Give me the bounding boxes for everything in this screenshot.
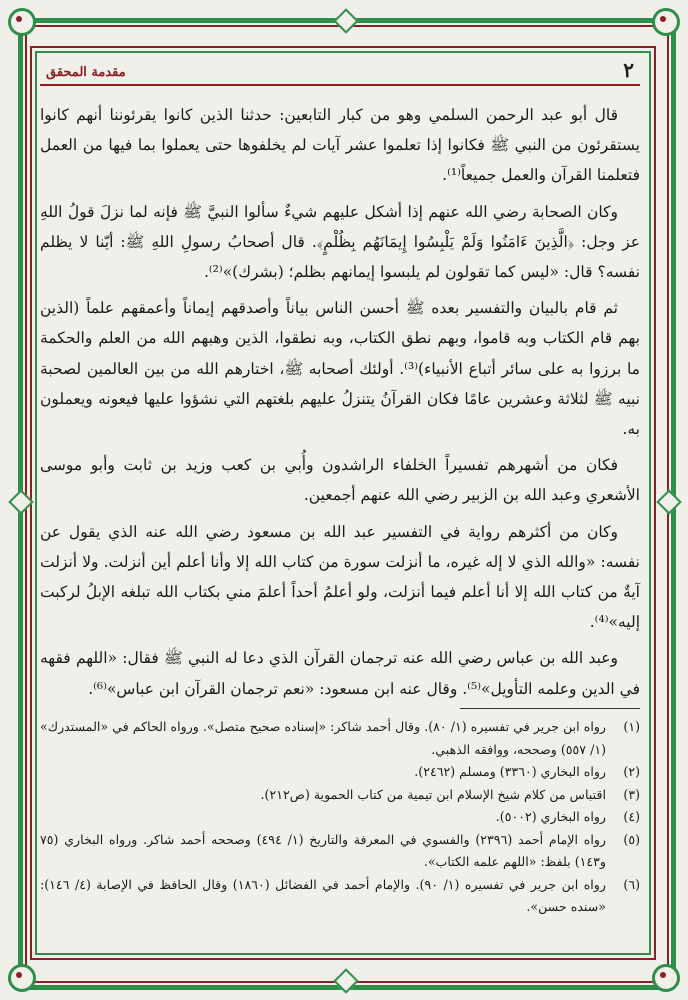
footnote-number: (٥) [623,831,640,847]
paragraph: فكان من أشهرهم تفسيراً الخلفاء الراشدون وأُبي بن كعب وزيد بن ثابت وأبو موسى الأشعري وعبد الله بن الزبير رضي الله عنهم أجمعين. [40,456,640,505]
footnote [40,829,640,874]
footnote-number: (٦) [623,876,640,892]
main-text [40,100,640,710]
footnote-separator [460,708,640,709]
corner-ornament-icon [652,8,680,36]
footnote [40,716,640,761]
page-number: ٢ [623,58,634,82]
page-header [40,50,640,86]
corner-ornament-icon [8,8,36,36]
paragraph: قال أبو عبد الرحمن السلمي وهو من كبار التابعين: حدثنا الذين كانوا يقرئوننا أنهم كانوا يستقرئون من النبي ﷺ فكانوا إذا تعلموا عشر آيات لم يخلفوها حتى يعملوا بما فيها من العمل فتعلمنا القرآن والعمل جميعاً⁽¹⁾. [40,106,640,185]
footnote-text: رواه البخاري (٣٣٦٠) ومسلم (٢٤٦٢). [414,764,606,779]
paragraph: وكان الصحابة رضي الله عنهم إذا أشكل عليهم شيءٌ سألوا النبيَّ ﷺ فإنه لما نزلَ قولُ اللهِ عز وجل: ﴿الَّذِينَ ءَامَنُوا وَلَمْ يَلْبِسُوا إِيمَانَهُم بِظُلْمٍ﴾. قال أصحابُ رسولِ اللهِ ﷺ: أيّنا لا يظلم نفسه؟ قال: «ليس كما تقولون لم يلبسوا إيمانهم بظلم؛ (بشرك)»⁽²⁾. [40,202,640,282]
corner-ornament-icon [652,964,680,992]
footnote-text: رواه ابن جرير في تفسيره (١/ ٩٠). والإمام أحمد في الفضائل (١٨٦٠) وقال الحافظ في الإصابة (٤/ ١٤٦): «سنده حسن». [40,876,606,914]
footnote-number: (١) [623,719,640,734]
running-head: مقدمة المحقق [46,65,126,80]
paragraph: وعبد الله بن عباس رضي الله عنه ترجمان القرآن الذي دعا له النبي ﷺ فقال: «اللهم فقهه في الدين وعلمه التأويل»⁽⁵⁾. وقال عنه ابن مسعود: «نعم ترجمان القرآن ابن عباس»⁽⁶⁾. [40,649,640,698]
footnote-text: اقتباس من كلام شيخ الإسلام ابن تيمية من كتاب الحموية (ص٢١٢). [260,786,606,802]
footnote-number: (٤) [623,809,640,824]
footnote-text: رواه ابن جرير في تفسيره (١/ ٨٠). وقال أحمد شاكر: «إسناده صحيح متصل». ورواه الحاكم في «المستدرك» (١/ ٥٥٧) وصححه، ووافقه الذهبي. [40,719,606,757]
footnote [40,806,640,829]
paragraph: وكان من أكثرهم رواية في التفسير عبد الله بن مسعود رضي الله عنه الذي يقول عن نفسه: «والله الذي لا إله غيره، ما أنزلت سورة من كتاب الله إلا وأنا أعلم أين أنزلت. ولا أنزلت آيةٌ من كتاب الله إلا أنا أعلم فيما أنزلت، ولو أعلمُ أحداً أعلمَ مني بكتاب الله تبلغه الإبلُ لركبت إليه»⁽⁴⁾. [40,522,640,632]
footnote-number: (٣) [623,786,640,802]
footnote-text: رواه البخاري (٥٠٠٢). [495,809,606,824]
footnote [40,874,640,919]
footnote-number: (٢) [623,764,640,779]
corner-ornament-icon [8,964,36,992]
footnote [40,784,640,807]
footnote-text: رواه الإمام أحمد (٢٣٩٦) والفسوي في المعرفة والتاريخ (١/ ٤٩٤) وصححه أحمد شاكر. ورواه البخاري (٧٥ و١٤٣) بلفظ: «اللهم علمه الكتاب». [40,831,607,869]
footnotes [40,716,640,919]
paragraph: ثم قام بالبيان والتفسير بعده ﷺ أحسن الناس بياناً وأصدقهم إيماناً وأعمقهم علماً (الذين بهم قام الكتاب وبه قاموا، وبهم نطق الكتاب، وبه نطقوا، الذين وهبهم الله من العلم والحكمة ما برزوا به على سائر أتباع الأنبياء)⁽³⁾. أولئك أصحابه ﷺ، اختارهم الله من بين العالمين لصحبة نبيه ﷺ لثلاثة وعشرين عامًا فكان القرآنُ يتنزلُ عليهم بلغتهم التي نشؤوا عليها فيعونه ويعملون به. [40,299,640,439]
footnote [40,761,640,784]
